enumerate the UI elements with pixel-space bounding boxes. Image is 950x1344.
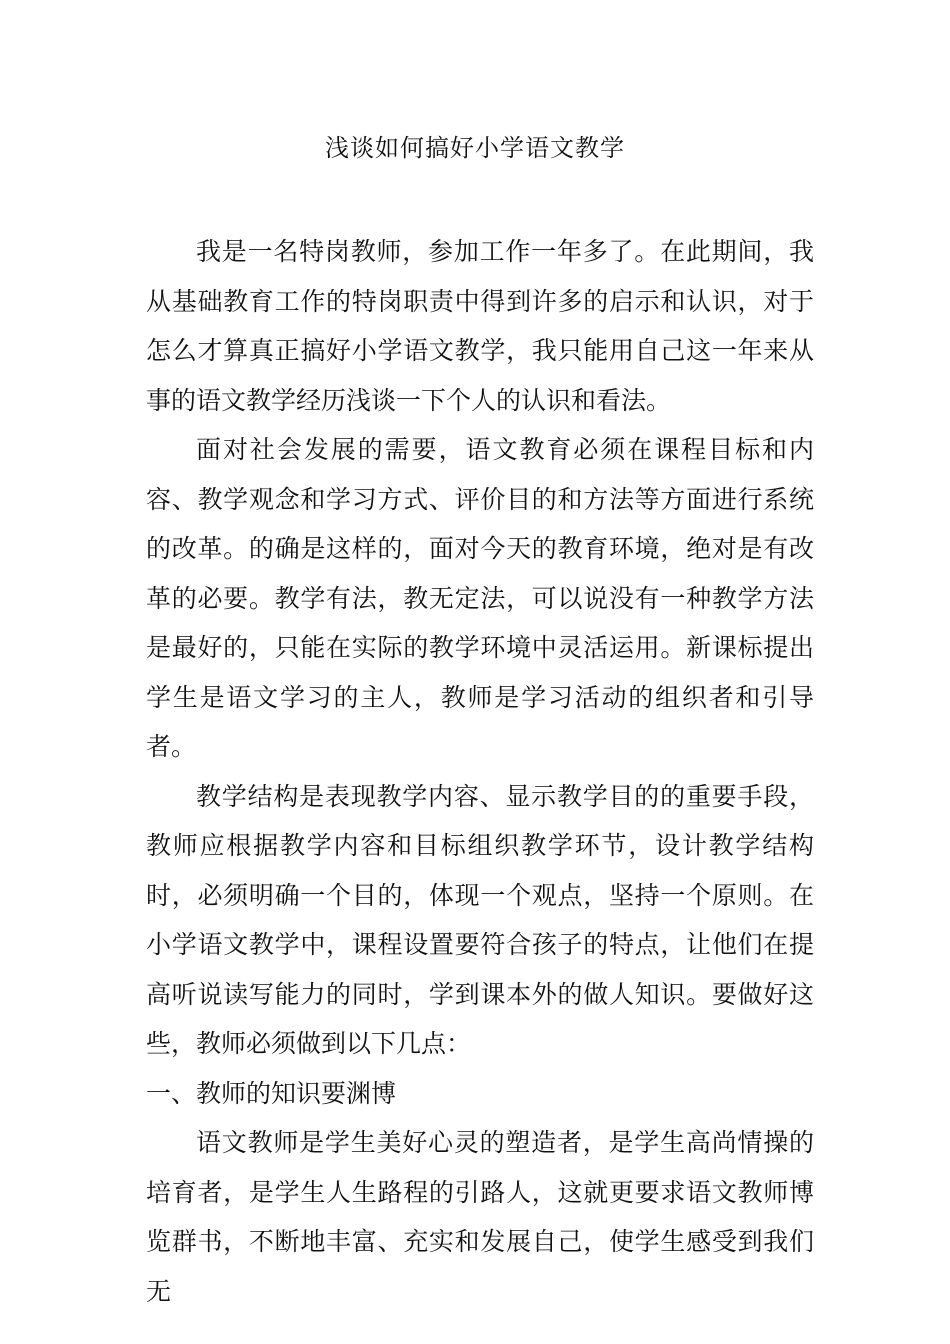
paragraph-reform: 面对社会发展的需要，语文教育必须在课程目标和内容、教学观念和学习方式、评价目的和方法等方面进行系统的改革。的确是这样的，面对今天的教育环境，绝对是有改革的必要。教学有法，教无定法，可以说没有一种教学方法是最好的，只能在实际的教学环境中灵活运用。新课标提出学生是语文学习的主人，教师是学习活动的组织者和引导者。: [146, 435, 814, 761]
section-heading: 一、教师的知识要渊博: [146, 1078, 397, 1108]
document-title: 浅谈如何搞好小学语文教学: [325, 134, 625, 162]
document-body: [146, 227, 814, 1316]
paragraph-section-one: 语文教师是学生美好心灵的塑造者，是学生高尚情操的培育者，是学生人生路程的引路人，这就更要求语文教师博览群书，不断地丰富、充实和发展自己，使学生感受到我们无: [146, 1128, 814, 1306]
paragraph-structure: 教学结构是表现教学内容、显示教学目的的重要手段，教师应根据教学内容和目标组织教学环节，设计教学结构时，必须明确一个目的，体现一个观点，坚持一个原则。在小学语文教学中，课程设置要符合孩子的特点，让他们在提高听说读写能力的同时，学到课本外的做人知识。要做好这些，教师必须做到以下几点：: [146, 781, 814, 1058]
paragraph-intro: 我是一名特岗教师，参加工作一年多了。在此期间，我从基础教育工作的特岗职责中得到许多的启示和认识，对于怎么才算真正搞好小学语文教学，我只能用自己这一年来从事的语文教学经历浅谈一下个人的认识和看法。: [146, 237, 814, 415]
